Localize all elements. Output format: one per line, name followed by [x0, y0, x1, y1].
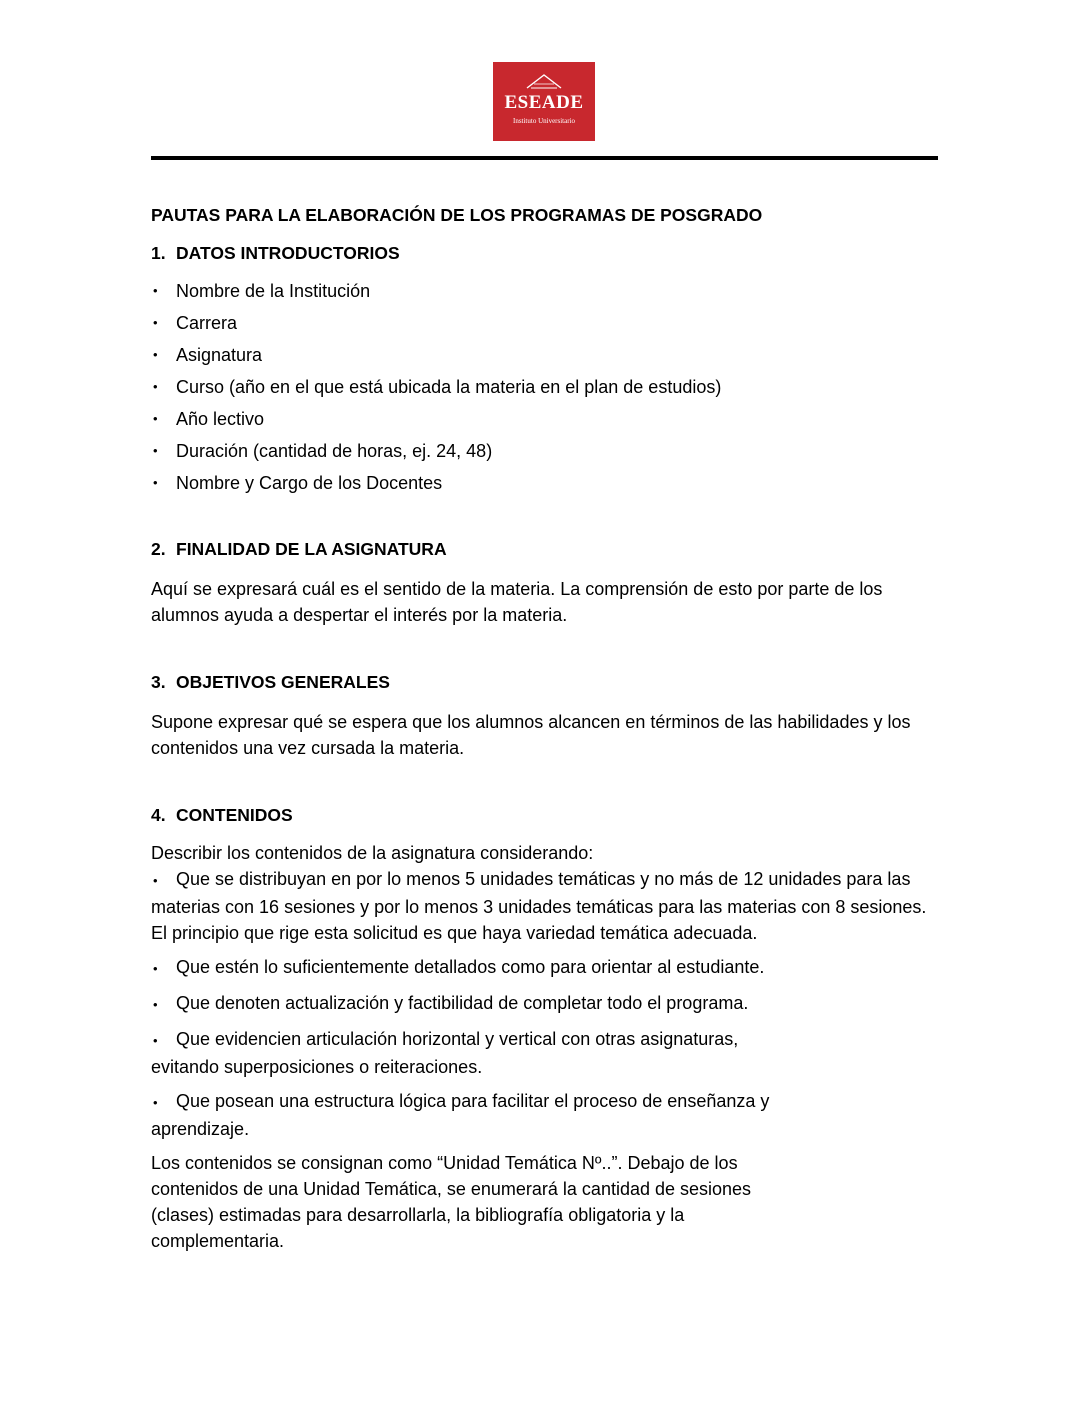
- section-heading-datos-introductorios: [151, 240, 941, 266]
- section-number: 3.: [151, 672, 166, 692]
- section-title: CONTENIDOS: [176, 805, 293, 825]
- list-item: [151, 406, 941, 432]
- list-item-text: Que evidencien articulación horizontal y vertical con otras asignaturas, evitando superposiciones o reiteraciones.: [151, 1029, 739, 1077]
- list-item: [151, 310, 941, 336]
- list-item-text: Asignatura: [176, 345, 263, 365]
- logo-brand-text: ESEADE: [504, 92, 584, 113]
- bullet-icon: •: [153, 347, 158, 362]
- bullet-icon: •: [153, 997, 158, 1012]
- list-item-text: Que estén lo suficientemente detallados como para orientar al estudiante.: [176, 957, 765, 977]
- contenidos-intro: Describir los contenidos de la asignatura considerando:: [151, 843, 594, 863]
- list-item: [151, 438, 941, 464]
- list-item: [151, 990, 941, 1018]
- list-item-text: Año lectivo: [176, 409, 265, 429]
- bullet-icon: •: [153, 315, 158, 330]
- list-item: [151, 1088, 831, 1142]
- contenidos-closing-paragraph: Los contenidos se consignan como “Unidad Temática Nº..”. Debajo de los contenidos de una Unidad Temática, se enumerará la cantidad de sesiones (clases) estimadas para desarrollarla, la bibliografía obligatoria y la complementaria.: [151, 1153, 752, 1251]
- list-item: [151, 1026, 801, 1080]
- bullet-icon: •: [153, 961, 158, 976]
- list-item: [151, 342, 941, 368]
- bullet-icon: •: [153, 411, 158, 426]
- section-title: OBJETIVOS GENERALES: [176, 672, 390, 692]
- list-item-text: Curso (año en el que está ubicada la materia en el plan de estudios): [176, 377, 722, 397]
- objetivos-paragraph: Supone expresar qué se espera que los alumnos alcancen en términos de las habilidades y los contenidos una vez cursada la materia.: [151, 712, 911, 758]
- list-item: [151, 374, 941, 400]
- list-item-text: Que posean una estructura lógica para facilitar el proceso de enseñanza y aprendizaje.: [151, 1091, 770, 1139]
- section-number: 2.: [151, 539, 166, 559]
- list-item: [151, 866, 941, 946]
- eseade-logo: [493, 62, 595, 141]
- list-item-text: Nombre de la Institución: [176, 281, 371, 301]
- section-heading-contenidos: [151, 802, 941, 828]
- logo-subtitle: Instituto Universitario: [512, 117, 576, 125]
- bullet-icon: •: [153, 1033, 158, 1048]
- list-item-text: Nombre y Cargo de los Docentes: [176, 473, 443, 493]
- section-heading-objetivos: [151, 669, 941, 695]
- section-title: DATOS INTRODUCTORIOS: [176, 243, 400, 263]
- section-title: FINALIDAD DE LA ASIGNATURA: [176, 539, 447, 559]
- bullet-icon: •: [153, 283, 158, 298]
- list-item: [151, 278, 941, 304]
- document-body: [151, 202, 941, 1254]
- bullet-icon: •: [153, 873, 158, 888]
- list-item-text: Que denoten actualización y factibilidad de completar todo el programa.: [176, 993, 749, 1013]
- bullet-icon: •: [153, 379, 158, 394]
- contenidos-criteria-list: [151, 866, 941, 1142]
- list-item-text: Que se distribuyan en por lo menos 5 unidades temáticas y no más de 12 unidades para las materias con 16 sesiones y por lo menos 3 unidades temáticas para las materias con 8 sesiones. El principio que rige esta solicitud es que haya variedad temática adecuada.: [151, 869, 927, 943]
- section-number: 4.: [151, 805, 166, 825]
- list-item: [151, 954, 941, 982]
- bullet-icon: •: [153, 443, 158, 458]
- bullet-icon: •: [153, 1095, 158, 1110]
- header-divider: [151, 156, 938, 160]
- list-item: [151, 470, 941, 496]
- section-heading-finalidad: [151, 536, 941, 562]
- bullet-icon: •: [153, 475, 158, 490]
- list-item-text: Carrera: [176, 313, 238, 333]
- finalidad-paragraph: Aquí se expresará cuál es el sentido de la materia. La comprensión de esto por parte de los alumnos ayuda a despertar el interés por la materia.: [151, 579, 883, 625]
- list-item-text: Duración (cantidad de horas, ej. 24, 48): [176, 441, 493, 461]
- section-number: 1.: [151, 243, 166, 263]
- datos-introductorios-list: [151, 278, 941, 496]
- document-title: PAUTAS PARA LA ELABORACIÓN DE LOS PROGRAMAS DE POSGRADO: [151, 205, 763, 225]
